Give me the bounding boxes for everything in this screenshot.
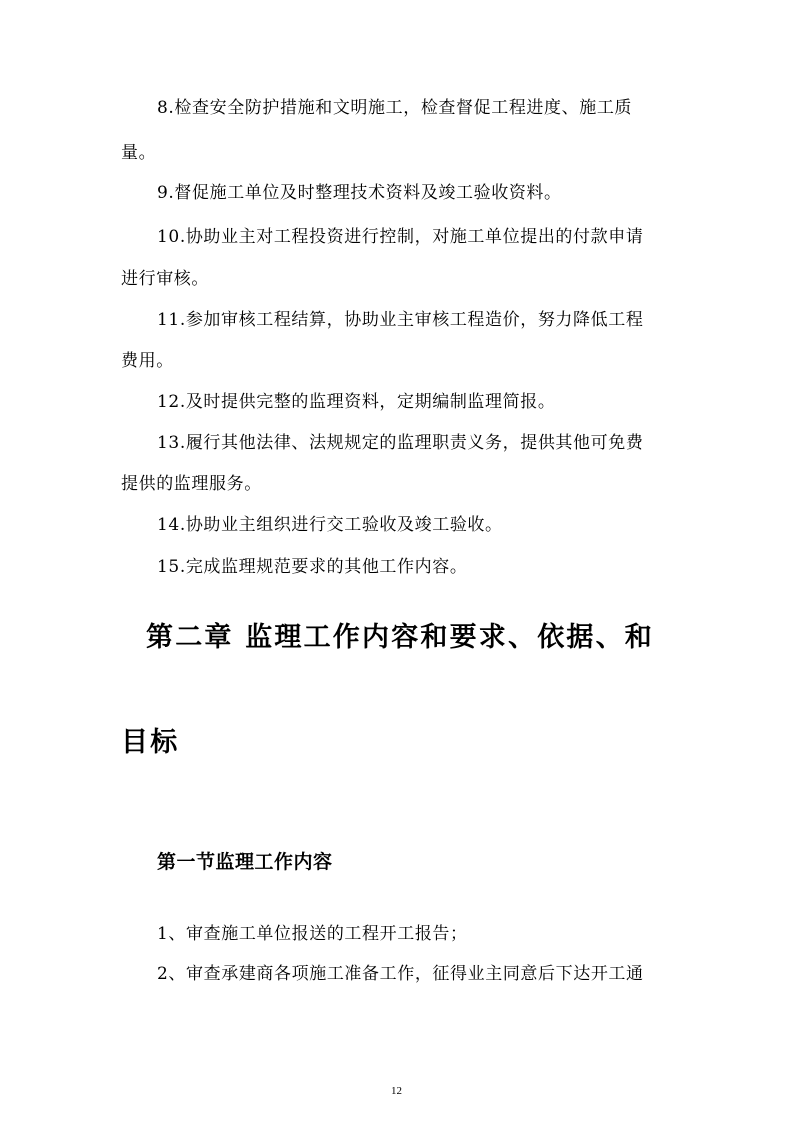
item-13-line-2: 提供的监理服务。 <box>121 474 262 494</box>
chapter-title-line-1: 第二章 监理工作内容和要求、依据、和 <box>146 622 654 653</box>
section-item-1: 1、审查施工单位报送的工程开工报告； <box>157 924 468 944</box>
chapter-title-line-2: 目标 <box>121 727 180 758</box>
item-8-line-1: 8.检查安全防护措施和文明施工，检查督促工程进度、施工质 <box>157 98 633 118</box>
section-title: 第一节监理工作内容 <box>157 851 333 873</box>
item-9-line-1: 9.督促施工单位及时整理技术资料及竣工验收资料。 <box>157 183 562 203</box>
item-8-line-2: 量。 <box>121 143 157 163</box>
item-14-line-1: 14.协助业主组织进行交工验收及竣工验收。 <box>157 515 503 535</box>
item-12-line-1: 12.及时提供完整的监理资料，定期编制监理简报。 <box>157 392 556 412</box>
item-13-line-1: 13.履行其他法律、法规规定的监理职责义务，提供其他可免费 <box>157 433 644 453</box>
item-10-line-1: 10.协助业主对工程投资进行控制，对施工单位提出的付款申请 <box>157 227 644 247</box>
item-11-line-1: 11.参加审核工程结算，协助业主审核工程造价，努力降低工程 <box>157 310 644 330</box>
item-10-line-2: 进行审核。 <box>121 269 209 289</box>
section-item-2: 2、审查承建商各项施工准备工作，征得业主同意后下达开工通 <box>157 964 644 984</box>
item-15-line-1: 15.完成监理规范要求的其他工作内容。 <box>157 557 468 577</box>
page-number: 12 <box>391 1085 402 1097</box>
item-11-line-2: 费用。 <box>121 351 174 371</box>
